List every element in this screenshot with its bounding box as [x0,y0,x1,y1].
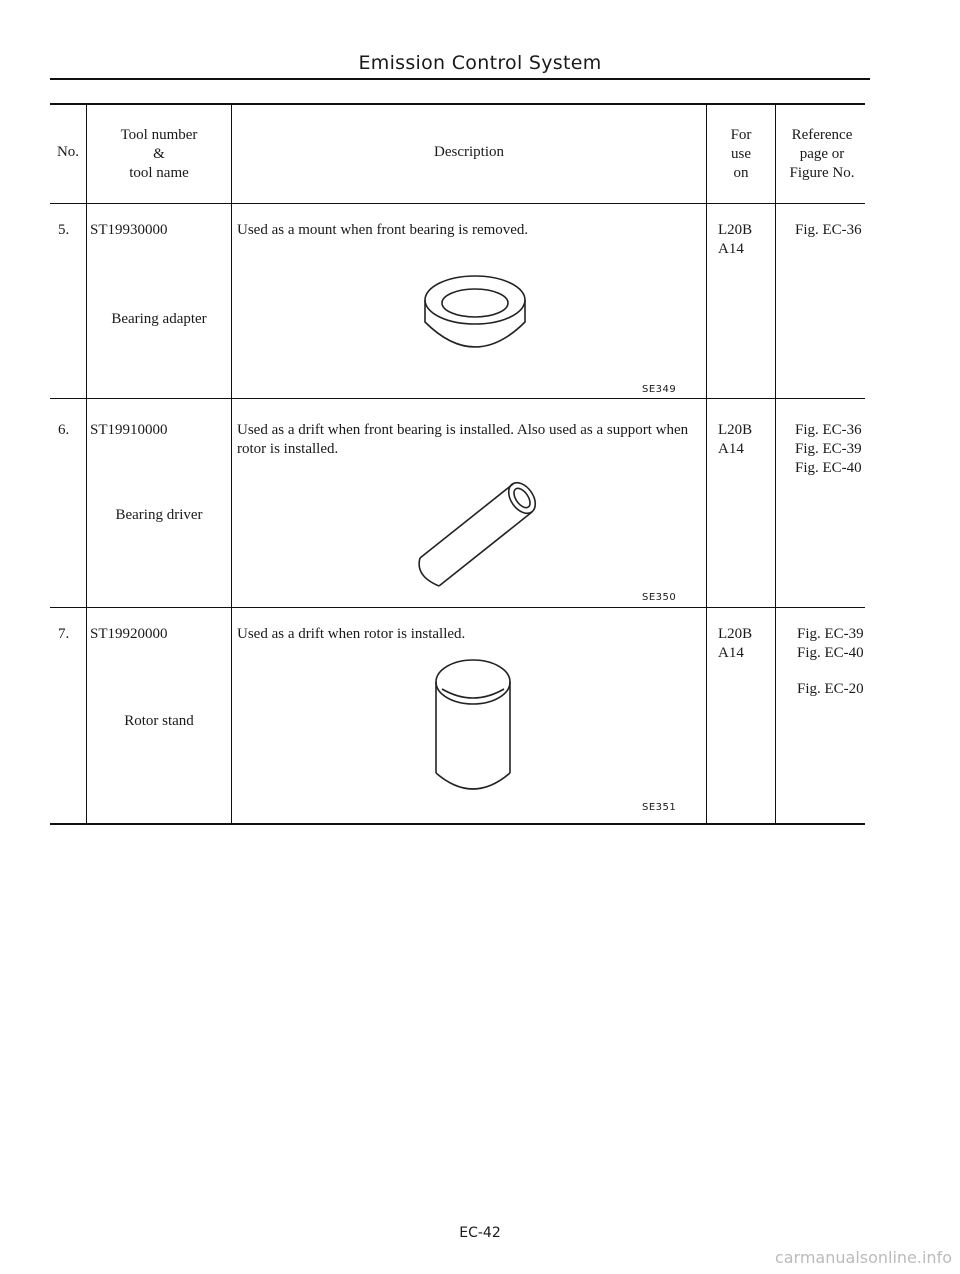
header-for-use-on [707,126,775,183]
row-6-for-use-1: L20B [718,422,753,438]
row-7-for-use-1: L20B [718,626,753,642]
row-6-description: Used as a drift when front bearing is installed. Also used as a support when rotor is installed. [237,422,689,457]
row-6-reference-1: Fig. EC-36 [795,422,862,438]
bearing-driver-illustration [410,476,550,591]
row-6-bottom-rule [50,607,865,608]
row-5-for-use-1: L20B [718,222,753,238]
row-6-reference-3: Fig. EC-40 [795,460,862,476]
watermark: carmanualsonline.info [774,1248,952,1267]
row-6-reference-2: Fig. EC-39 [795,441,862,457]
row-6-for-use-2: A14 [718,441,744,457]
row-5-reference [795,221,862,240]
header-tool-line-1: Tool number [120,127,198,143]
header-tool-line-2: & [153,146,165,162]
row-5-reference-1: Fig. EC-36 [795,222,862,238]
row-7-reference-1: Fig. EC-39 [797,626,864,642]
table-top-rule [50,103,865,105]
rotor-stand-illustration [428,655,518,800]
header-reference [776,126,868,183]
row-6-for-use [718,421,752,459]
row-7-description: Used as a drift when rotor is installed. [237,626,466,642]
column-divider-description [706,103,707,824]
table-bottom-rule [50,823,865,825]
row-6-image-code: SE350 [642,592,677,603]
header-for-line-1: For [730,127,752,143]
row-6-reference [795,421,862,478]
header-tool-line-3: tool name [129,165,189,181]
row-5-number: 5. [58,222,70,238]
header-for-line-3: on [733,165,749,181]
row-5-description: Used as a mount when front bearing is removed. [237,222,529,238]
row-6-tool-number: ST19910000 [90,422,168,438]
header-no: No. [56,144,80,160]
row-5-tool-name: Bearing adapter [111,311,207,327]
row-7-reference-2: Fig. EC-40 [797,645,864,661]
bearing-adapter-illustration [420,270,530,360]
row-7-number: 7. [58,626,70,642]
row-7-reference-3: Fig. EC-20 [797,681,864,697]
row-5-tool-number: ST19930000 [90,222,168,238]
row-5-for-use-2: A14 [718,241,744,257]
row-7-tool-name: Rotor stand [124,713,194,729]
row-7-image-code: SE351 [642,802,677,813]
header-description: Description [434,144,504,160]
row-7-reference [797,625,864,699]
row-7-for-use [718,625,752,663]
row-6-tool-name: Bearing driver [115,507,203,523]
column-divider-for-use [775,103,776,824]
column-header-rule [50,203,865,204]
row-6-number: 6. [58,422,70,438]
header-for-line-2: use [731,146,751,162]
page-title: Emission Control System [358,52,602,74]
row-7-for-use-2: A14 [718,645,744,661]
page-number: EC-42 [459,1225,501,1241]
row-5-for-use [718,221,752,259]
row-5-bottom-rule [50,398,865,399]
header-tool-number [87,126,231,183]
row-5-image-code: SE349 [642,384,677,395]
header-ref-line-3: Figure No. [789,165,855,181]
column-divider-tool [231,103,232,824]
header-ref-line-1: Reference [791,127,853,143]
header-rule [50,78,870,80]
header-ref-line-2: page or [799,146,845,162]
row-7-tool-number: ST19920000 [90,626,168,642]
